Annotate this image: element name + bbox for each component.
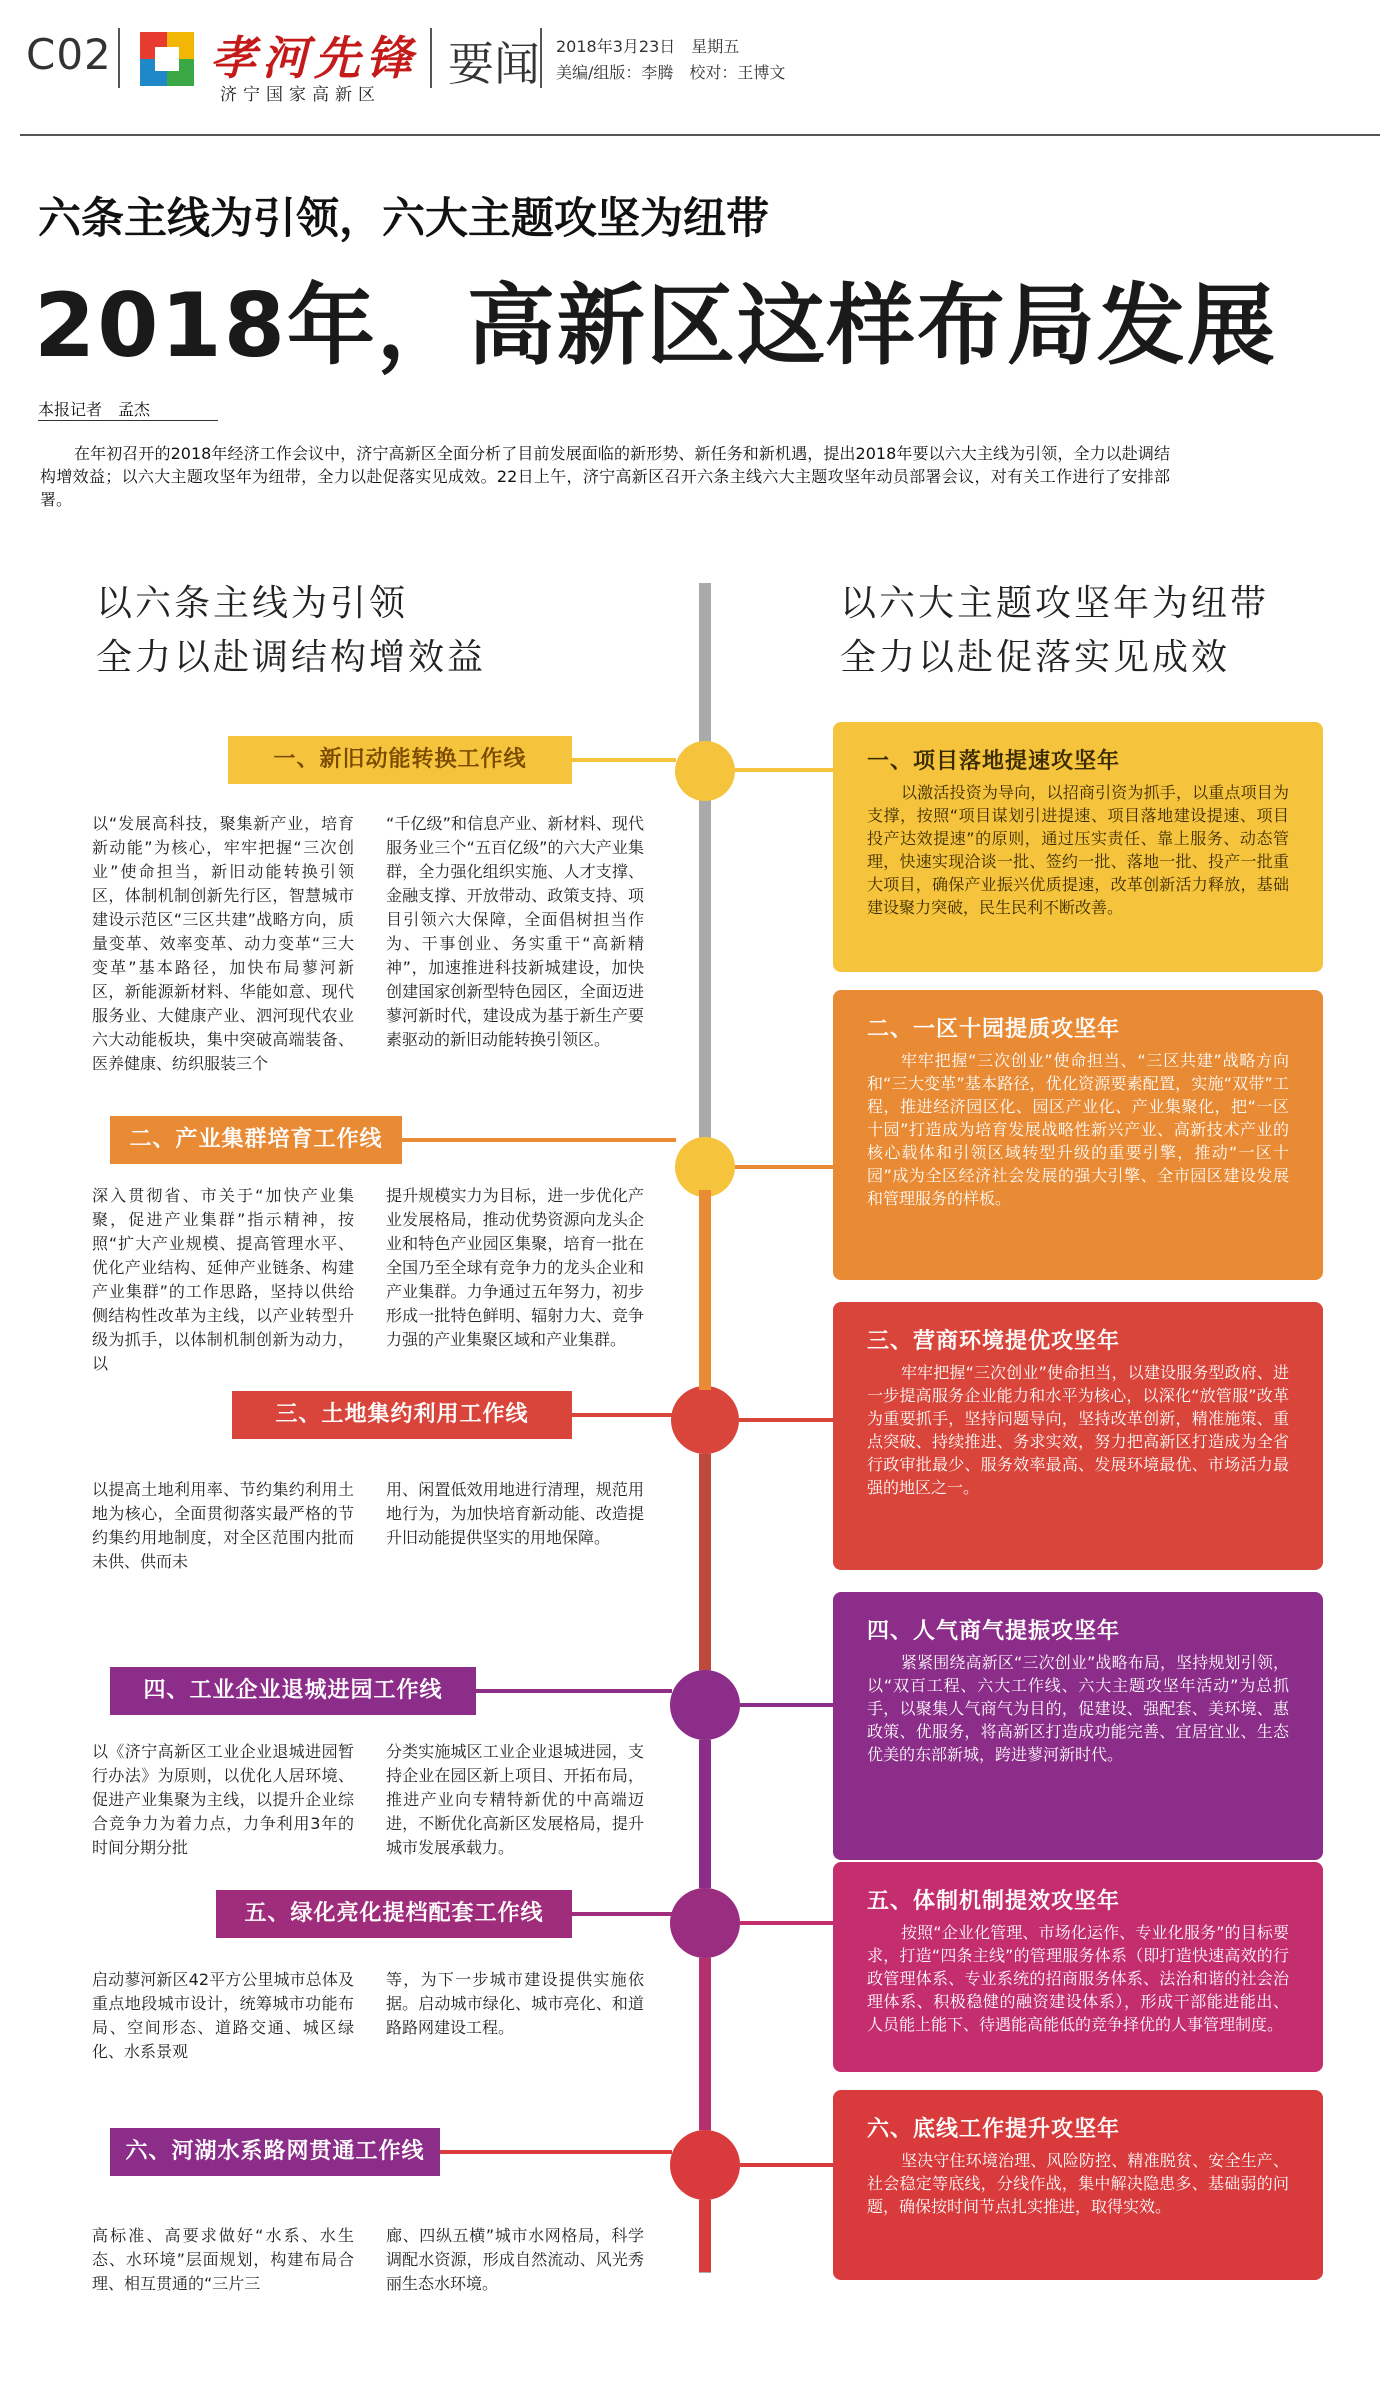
connector — [740, 1921, 833, 1925]
line-text-a: 启动蓼河新区42平方公里城市总体及重点地段城市设计，统筹城市功能布局、空间形态、道路交通、城区绿化、水系景观 — [92, 1970, 354, 2061]
header-divider — [430, 28, 432, 88]
timeline-node — [671, 1386, 739, 1454]
card-title: 六、底线工作提升攻坚年 — [867, 2117, 1121, 2142]
connector — [572, 1912, 672, 1916]
right-heading-line2: 全力以赴促落实见成效 — [840, 637, 1231, 678]
line-text-b: “千亿级”和信息产业、新材料、现代服务业三个“五百亿级”的六大产业集群，全力强化组织实施、人才支撑、金融支撑、开放带动、政策支持、项目引领六大保障，全面倡树担当作为、干事创业、务实重干“高新精神”，加速推进科技新城建设，加快创建国家创新型特色园区，全面迈进蓼河新时代，建设成为基于新生产要素驱动的新旧动能转换引领区。 — [386, 814, 644, 1049]
line-text-b: 等，为下一步城市建设提供实施依据。启动城市绿化、城市亮化、和道路路网建设工程。 — [386, 1970, 644, 2037]
timeline-segment — [699, 1740, 711, 1888]
byline: 本报记者 孟杰 — [38, 400, 151, 419]
header-divider — [118, 28, 120, 88]
theme-card — [833, 1302, 1323, 1570]
timeline-node — [675, 1137, 735, 1197]
headline: 2018年，高新区这样布局发展 — [34, 274, 1277, 377]
line-text-a: 以《济宁高新区工业企业退城进园暂行办法》为原则，以优化人居环境、促进产业集聚为主线，以提升企业综合竞争力为着力点，力争利用3年的时间分期分批 — [92, 1742, 354, 1857]
header-divider — [540, 28, 542, 88]
line-text-a: 高标准、高要求做好“水系、水生态、水环境”层面规划，构建布局合理、相互贯通的“三片三 — [92, 2226, 354, 2293]
card-title: 三、营商环境提优攻坚年 — [867, 1329, 1121, 1354]
left-heading-line1: 以六条主线为引领 — [96, 583, 409, 624]
line-text-b: 廊、四纵五横”城市水网格局，科学调配水资源，形成自然流动、风光秀丽生态水环境。 — [386, 2226, 644, 2293]
card-body: 坚决守住环境治理、风险防控、精准脱贫、安全生产、社会稳定等底线，分线作战，集中解决隐患多、基础弱的问题，确保按时间节点扎实推进，取得实效。 — [867, 2151, 1289, 2216]
connector — [740, 1703, 833, 1707]
line-text-b: 提升规模实力为目标，进一步优化产业发展格局，推动优势资源向龙头企业和特色产业园区集聚，培育一批在全国乃至全球有竞争力的龙头企业和产业集群。力争通过五年努力，初步形成一批特色鲜明、辐射力大、竞争力强的产业集聚区域和产业集群。 — [386, 1186, 644, 1349]
editor-credit: 美编/组版：李腾 校对：王博文 — [556, 63, 786, 82]
theme-card — [833, 722, 1323, 972]
kicker: 六条主线为引领，六大主题攻坚为纽带 — [38, 194, 769, 244]
header-rule — [20, 134, 1380, 136]
connector — [440, 2150, 672, 2154]
timeline-segment — [699, 2200, 711, 2272]
page-number: C02 — [26, 30, 112, 79]
line-banner: 二、产业集群培育工作线 — [110, 1116, 402, 1164]
card-body: 牢牢把握“三次创业”使命担当、“三区共建”战略方向和“三大变革”基本路径，优化资源要素配置，实施“双带”工程，推进经济园区化、园区产业化、产业集聚化，把“一区十园”打造成为培育发展战略性新兴产业、高新技术产业的核心载体和引领区域转型升级的重要引擎，推动“一区十园”成为全区经济社会发展的强大引擎、全市园区建设发展和管理服务的样板。 — [867, 1051, 1289, 1208]
section-label: 要闻 — [448, 37, 540, 91]
card-body: 按照“企业化管理、市场化运作、专业化服务”的目标要求，打造“四条主线”的管理服务体系（即打造快速高效的行政管理体系、专业系统的招商服务体系、法治和谐的社会治理体系、积极稳健的融资建设体系），形成干部能进能出、人员能上能下、待遇能高能低的竞争择优的人事管理制度。 — [867, 1923, 1289, 2034]
intro-paragraph: 在年初召开的2018年经济工作会议中，济宁高新区全面分析了目前发展面临的新形势、新任务和新机遇，提出2018年要以六大主线为引领，全力以赴调结构增效益；以六大主题攻坚年为纽带，全力以赴促落实见成效。22日上午，济宁高新区召开六条主线六大主题攻坚年动员部署会议，对有关工作进行了安排部署。 — [40, 444, 1170, 509]
right-column-heading — [840, 577, 1269, 685]
line-text-b: 分类实施城区工业企业退城进园，支持企业在园区新上项目、开拓布局，推进产业向专精特新优的中高端迈进，不断优化高新区发展格局，提升城市发展承载力。 — [386, 1742, 644, 1857]
line-banner: 三、土地集约利用工作线 — [232, 1391, 572, 1439]
issue-date: 2018年3月23日 星期五 — [556, 37, 740, 56]
paper-logo-icon — [140, 32, 194, 86]
timeline-segment — [699, 1190, 711, 1390]
left-column-heading — [96, 577, 486, 685]
paper-name: 孝河先锋 — [210, 31, 418, 85]
line-banner: 一、新旧动能转换工作线 — [228, 736, 572, 784]
theme-card — [833, 2090, 1323, 2280]
connector — [572, 758, 676, 762]
connector — [476, 1689, 672, 1693]
card-body: 紧紧围绕高新区“三次创业”战略布局，坚持规划引领，以“双百工程、六大工作线、六大主题攻坚年活动”为总抓手，以聚集人气商气为目的，促建设、强配套、美环境、惠政策、优服务，将高新区打造成功能完善、宜居宜业、生态优美的东部新城，跨进蓼河新时代。 — [867, 1653, 1289, 1764]
card-body: 以激活投资为导向，以招商引资为抓手，以重点项目为支撑，按照“项目谋划引进提速、项目落地建设提速、项目投产达效提速”的原则，通过压实责任、靠上服务、动态管理，快速实现洽谈一批、签约一批、落地一批、投产一批重大项目，确保产业振兴优质提速，改革创新活力释放，基础建设聚力突破，民生民利不断改善。 — [867, 783, 1289, 917]
line-banner: 六、河湖水系路网贯通工作线 — [110, 2128, 440, 2176]
theme-card — [833, 1862, 1323, 2072]
connector — [739, 1418, 833, 1422]
connector — [735, 1165, 833, 1169]
line-banner: 四、工业企业退城进园工作线 — [110, 1667, 476, 1715]
timeline-node — [670, 1670, 740, 1740]
timeline-node — [670, 2130, 740, 2200]
timeline-node — [675, 741, 735, 801]
right-heading-line1: 以六大主题攻坚年为纽带 — [840, 583, 1270, 624]
line-text-a: 以提高土地利用率、节约集约利用土地为核心，全面贯彻落实最严格的节约集约用地制度，对全区范围内批而未供、供而未 — [92, 1480, 354, 1571]
line-text-a: 深入贯彻省、市关于“加快产业集聚，促进产业集群”指示精神，按照“扩大产业规模、提高管理水平、优化产业结构、延伸产业链条、构建产业集群”的工作思路，坚持以供给侧结构性改革为主线，以产业转型升级为抓手，以体制机制创新为动力，以 — [92, 1186, 354, 1373]
timeline-segment — [699, 1958, 711, 2130]
left-heading-line2: 全力以赴调结构增效益 — [96, 637, 487, 678]
card-title: 五、体制机制提效攻坚年 — [867, 1889, 1121, 1914]
line-text-a: 以“发展高科技，聚集新产业，培育新动能”为核心，牢牢把握“三次创业”使命担当，新旧动能转换引领区，体制机制创新先行区，智慧城市建设示范区“三区共建”战略方向，质量变革、效率变革、动力变革“三大变革”基本路径，加快布局蓼河新区，新能源新材料、华能如意、现代服务业、大健康产业、泗河现代农业六大动能板块，集中突破高端装备、医养健康、纺织服装三个 — [92, 814, 354, 1073]
byline-rule — [38, 420, 218, 421]
timeline-segment — [699, 1454, 711, 1670]
connector — [402, 1138, 676, 1142]
connector — [735, 768, 833, 772]
timeline-node — [670, 1888, 740, 1958]
line-text-b: 用、闲置低效用地进行清理，规范用地行为，为加快培育新动能、改造提升旧动能提供坚实的用地保障。 — [386, 1480, 644, 1547]
line-banner: 五、绿化亮化提档配套工作线 — [216, 1890, 572, 1938]
card-title: 四、人气商气提振攻坚年 — [867, 1619, 1121, 1644]
card-body: 牢牢把握“三次创业”使命担当，以建设服务型政府、进一步提高服务企业能力和水平为核心，以深化“放管服”改革为重要抓手，坚持问题导向，坚持改革创新，精准施策、重点突破、持续推进、务求实效，努力把高新区打造成为全省行政审批最少、服务效率最高、发展环境最优、市场活力最强的地区之一。 — [867, 1363, 1289, 1497]
card-title: 一、项目落地提速攻坚年 — [867, 749, 1121, 774]
theme-card — [833, 1592, 1323, 1860]
connector — [740, 2163, 833, 2167]
theme-card — [833, 990, 1323, 1280]
card-title: 二、一区十园提质攻坚年 — [867, 1017, 1121, 1042]
paper-subtitle: 济宁国家高新区 — [220, 85, 381, 105]
connector — [572, 1413, 672, 1417]
